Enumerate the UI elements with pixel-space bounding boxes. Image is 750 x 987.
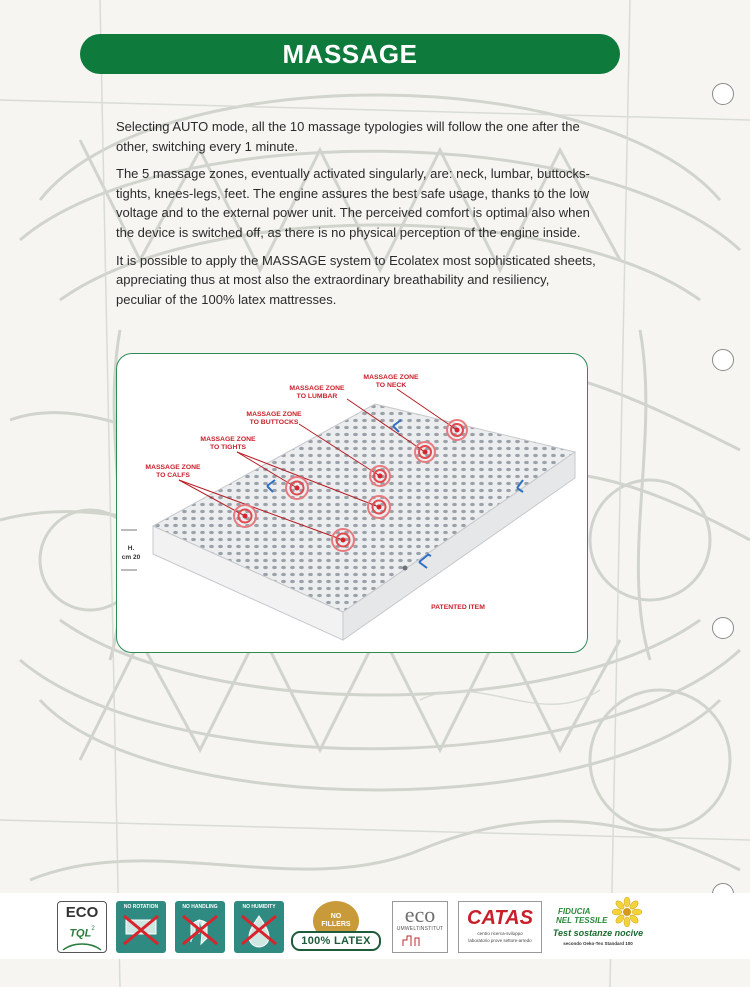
zone-label-neck-2: TO NECK: [375, 382, 407, 389]
zone-label-buttocks-2: TO BUTTOCKS: [249, 419, 299, 426]
catas-logo: [458, 901, 542, 953]
eco-tql-small: TQL: [69, 927, 92, 940]
eco-tql-big: ECO: [65, 904, 99, 921]
water-drop-icon: [234, 910, 284, 950]
eco-tql-leaf-icon: [59, 942, 105, 952]
page-title: MASSAGE: [282, 38, 418, 69]
fiducia-line4: secondo Oeko-Tex Standard 100: [563, 941, 633, 946]
zone-label-lumbar-2: TO LUMBAR: [296, 393, 338, 400]
no-handling-logo: [175, 901, 225, 953]
fiducia-tessile-logo: [552, 901, 644, 953]
mattress-diagram: [117, 354, 587, 652]
paragraph-sheets: It is possible to apply the MASSAGE system to Ecolatex most sophisticated sheets, appreciating thus at most also the extraordinary breathability and resiliency, peculiar of the 100% latex mattresses.: [116, 252, 596, 307]
catas-sub1: centro ricerca-sviluppo: [477, 931, 523, 936]
zone-label-tights-1: MASSAGE ZONE: [200, 436, 256, 443]
massage-zone-lumbar: [415, 442, 435, 462]
fiducia-line3: Test sostanze nocive: [552, 928, 644, 938]
eco-umwelt-graph-icon: [393, 932, 447, 948]
paragraph-auto-mode: Selecting AUTO mode, all the 10 massage typologies will follow the one after the other, switching every 1 minute.: [116, 119, 580, 154]
title-bar: [80, 34, 620, 74]
massage-zone-neck: [447, 420, 467, 440]
latex-band: 100% LATEX: [291, 931, 381, 951]
height-label-h: H.: [127, 545, 135, 552]
no-handling-label: NO HANDLING: [182, 904, 218, 910]
hand-icon: [175, 910, 225, 950]
patented-label: PATENTED ITEM: [431, 604, 485, 611]
eco-umwelt-big: eco: [404, 902, 436, 927]
eco-umweltinstitut-logo: [392, 901, 448, 953]
fiducia-line1: FIDUCIA: [558, 907, 591, 916]
massage-zone-buttocks: [370, 466, 390, 486]
no-humidity-label: NO HUMIDITY: [242, 904, 276, 910]
paragraph-zones: The 5 massage zones, eventually activated singularly, are: neck, lumbar, buttocks-tights, knees-legs, feet. The engine assures the best safe usage, thanks to the low voltage and to the external power unit. The perceived comfort is optimal also when the device is switched off, as there is no physical perception of the engine inside.: [116, 166, 590, 240]
no-fillers-line1: NO: [330, 913, 342, 920]
body-text: [116, 117, 596, 317]
no-rotation-icon: [116, 910, 166, 950]
no-fillers-line2: FILLERS: [321, 921, 351, 928]
no-humidity-logo: [234, 901, 284, 953]
height-label-cm: cm 20: [121, 554, 141, 561]
binder-hole: [712, 83, 734, 105]
zone-label-calfs-1: MASSAGE ZONE: [145, 464, 201, 471]
fiducia-line2: NEL TESSILE: [556, 916, 608, 925]
no-rotation-logo: [116, 901, 166, 953]
zone-label-calfs-2: TO CALFS: [156, 472, 190, 479]
eco-tql-logo: [57, 901, 107, 953]
eco-umwelt-sub: UMWELTINSTITUT: [396, 926, 444, 932]
no-fillers-logo: [291, 901, 381, 953]
binder-hole: [712, 617, 734, 639]
zone-label-lumbar-1: MASSAGE ZONE: [289, 385, 345, 392]
no-rotation-label: NO ROTATION: [123, 904, 159, 910]
mattress-figure: [116, 353, 588, 653]
catas-big: CATAS: [467, 907, 533, 929]
zone-label-buttocks-1: MASSAGE ZONE: [246, 411, 302, 418]
binder-hole: [712, 349, 734, 371]
zone-label-neck-1: MASSAGE ZONE: [363, 374, 419, 381]
catas-sub2: laboratorio prove settore-arredo: [468, 938, 532, 943]
flower-icon: [612, 897, 642, 927]
eco-tql-sup: 2: [91, 926, 95, 932]
zone-label-tights-2: TO TIGHTS: [209, 444, 247, 451]
